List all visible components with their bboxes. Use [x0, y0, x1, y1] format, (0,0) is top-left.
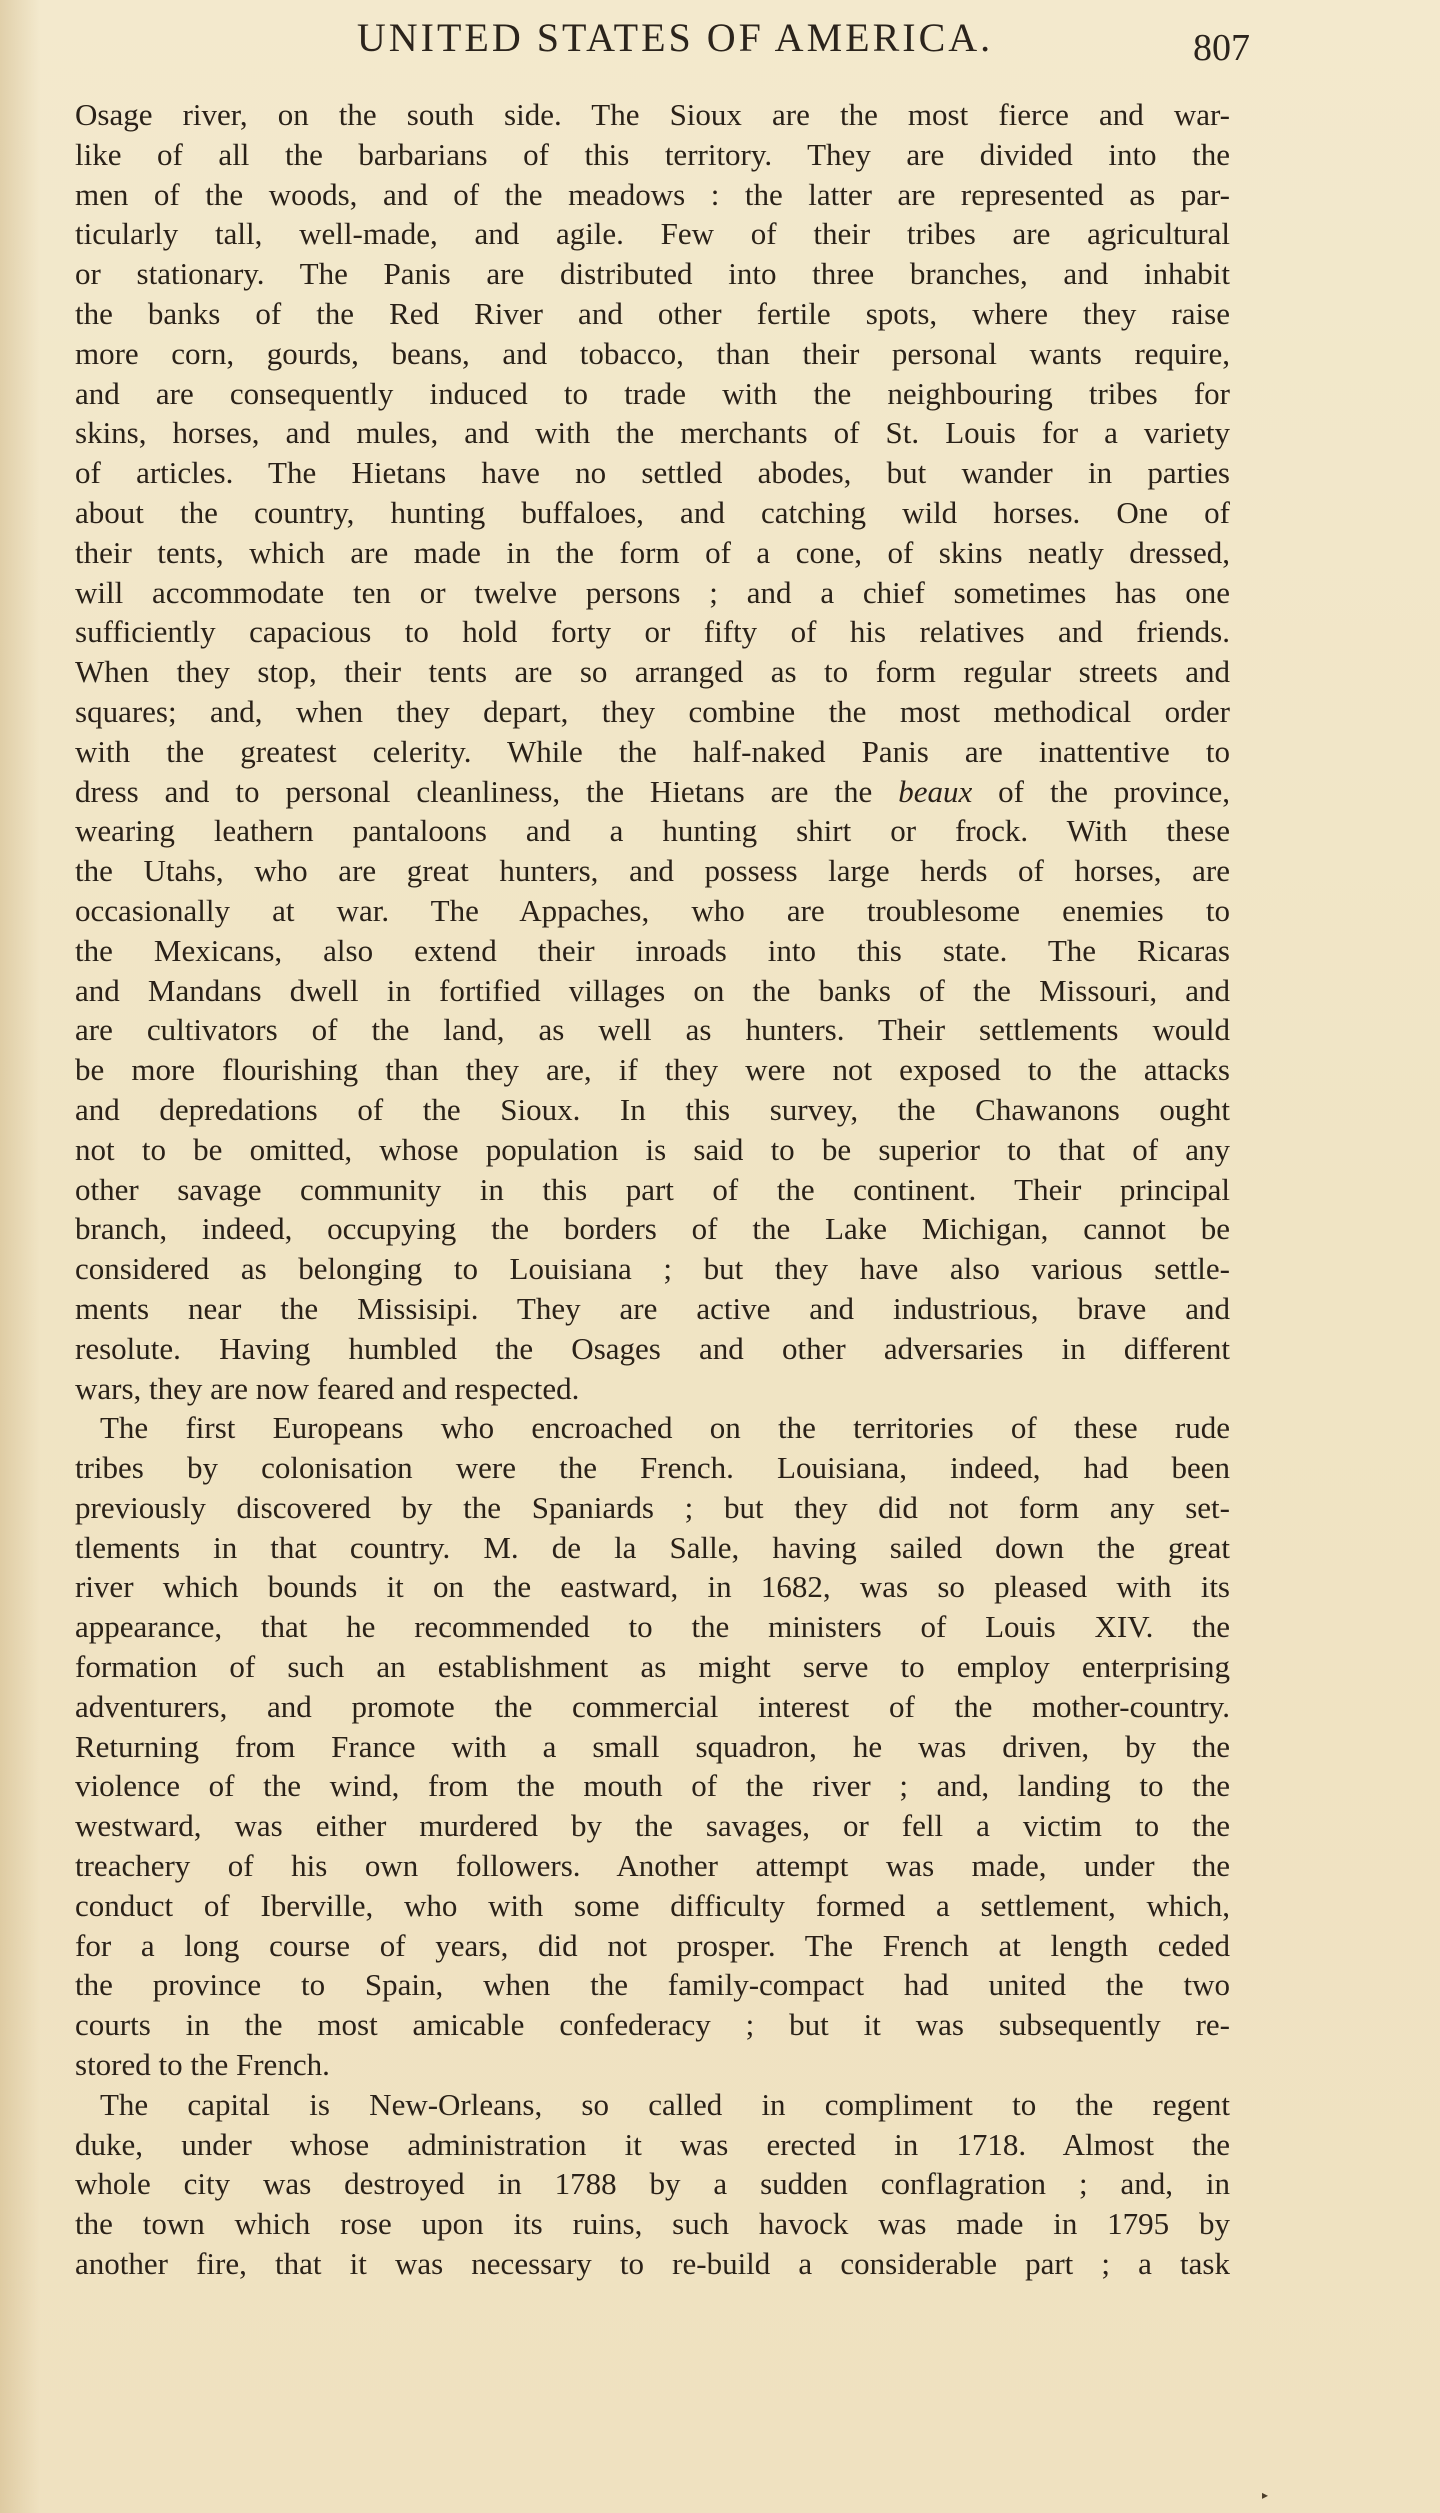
text-line: tlements in that country. M. de la Salle, having sailed down the great — [75, 1529, 1230, 1565]
text-line: will accommodate ten or twelve persons ; and a chief sometimes has one — [75, 574, 1230, 610]
page-header — [0, 14, 1440, 74]
text-line: squares; and, when they depart, they combine the most methodical order — [75, 693, 1230, 729]
text-line: of articles. The Hietans have no settled abodes, but wander in parties — [75, 455, 1230, 491]
text-line: resolute. Having humbled the Osages and other adversaries in different — [75, 1330, 1230, 1366]
text-line: their tents, which are made in the form of a cone, of skins neatly dressed, — [75, 534, 1230, 570]
text-line: or stationary. The Panis are distributed into three branches, and inhabit — [75, 256, 1230, 292]
text-line: ticularly tall, well-made, and agile. Few of their tribes are agricultural — [75, 216, 1230, 252]
text-line: courts in the most amicable confederacy ; but it was subsequently re- — [75, 2007, 1230, 2043]
text-line: the town which rose upon its ruins, such havock was made in 1795 by — [75, 2206, 1230, 2242]
text-line: and Mandans dwell in fortified villages on the banks of the Missouri, and — [75, 972, 1230, 1008]
text-line: previously discovered by the Spaniards ; but they did not form any set- — [75, 1489, 1230, 1525]
text-line: be more flourishing than they are, if they were not exposed to the attacks — [75, 1052, 1230, 1088]
text-line: about the country, hunting buffaloes, and catching wild horses. One of — [75, 494, 1230, 530]
text-line: the province to Spain, when the family-compact had united the two — [75, 1967, 1230, 2003]
margin-mark: ▸ — [1262, 2488, 1269, 2502]
text-line: not to be omitted, whose population is said to be superior to that of any — [75, 1131, 1230, 1167]
text-line: When they stop, their tents are so arranged as to form regular streets and — [75, 654, 1230, 690]
text-line: men of the woods, and of the meadows : the latter are represented as par- — [75, 176, 1230, 212]
text-line: and depredations of the Sioux. In this survey, the Chawanons ought — [75, 1091, 1230, 1127]
text-line: wearing leathern pantaloons and a hunting shirt or frock. With these — [75, 813, 1230, 849]
text-line: treachery of his own followers. Another attempt was made, under the — [75, 1848, 1230, 1884]
text-line: occasionally at war. The Appaches, who are troublesome enemies to — [75, 892, 1230, 928]
text-line: violence of the wind, from the mouth of the river ; and, landing to the — [75, 1768, 1230, 1804]
text-line: Osage river, on the south side. The Sioux are the most fierce and war- — [75, 97, 1230, 132]
text-line: formation of such an establishment as might serve to employ enterprising — [75, 1649, 1230, 1685]
body-text — [75, 95, 1230, 2284]
text-line: another fire, that it was necessary to re-build a considerable part ; a task — [75, 2246, 1230, 2282]
text-line: skins, horses, and mules, and with the merchants of St. Louis for a variety — [75, 415, 1230, 451]
text-line: considered as belonging to Louisiana ; but they have also various settle- — [75, 1251, 1230, 1287]
text-line: whole city was destroyed in 1788 by a sudden conflagration ; and, in — [75, 2166, 1230, 2202]
text-line: sufficiently capacious to hold forty or fifty of his relatives and friends. — [75, 614, 1230, 650]
text-line: dress and to personal cleanliness, the Hietans are the beaux of the province, — [75, 773, 1230, 809]
text-line: conduct of Iberville, who with some difficulty formed a settlement, which, — [75, 1887, 1230, 1923]
text-line: and are consequently induced to trade with the neighbouring tribes for — [75, 375, 1230, 411]
text-line: stored to the French. — [75, 2047, 330, 2083]
text-line: tribes by colonisation were the French. Louisiana, indeed, had been — [75, 1450, 1230, 1486]
text-line: adventurers, and promote the commercial interest of the mother-country. — [75, 1688, 1230, 1724]
text-line: wars, they are now feared and respected. — [75, 1370, 580, 1406]
text-line: appearance, that he recommended to the ministers of Louis XIV. the — [75, 1609, 1230, 1645]
text-line: Returning from France with a small squadron, he was driven, by the — [75, 1728, 1230, 1764]
text-line: like of all the barbarians of this territory. They are divided into the — [75, 136, 1230, 172]
page-number: 807 — [1193, 27, 1250, 69]
text-line: ments near the Missisipi. They are active and industrious, brave and — [75, 1290, 1230, 1326]
running-title: UNITED STATES OF AMERICA. — [356, 15, 994, 60]
text-line: for a long course of years, did not prosper. The French at length ceded — [75, 1927, 1230, 1963]
text-line: westward, was either murdered by the savages, or fell a victim to the — [75, 1808, 1230, 1844]
text-line: the Mexicans, also extend their inroads into this state. The Ricaras — [75, 932, 1230, 968]
text-line: more corn, gourds, beans, and tobacco, than their personal wants require, — [75, 335, 1230, 371]
text-line: river which bounds it on the eastward, in 1682, was so pleased with its — [75, 1569, 1230, 1605]
text-line: branch, indeed, occupying the borders of the Lake Michigan, cannot be — [75, 1211, 1230, 1247]
text-line: The first Europeans who encroached on the territories of these rude — [100, 1410, 1230, 1446]
text-line: duke, under whose administration it was erected in 1718. Almost the — [75, 2126, 1230, 2162]
text-line: are cultivators of the land, as well as hunters. Their settlements would — [75, 1012, 1230, 1048]
text-line: the Utahs, who are great hunters, and possess large herds of horses, are — [75, 853, 1230, 889]
text-line: The capital is New-Orleans, so called in compliment to the regent — [100, 2086, 1230, 2122]
text-line: the banks of the Red River and other fertile spots, where they raise — [75, 295, 1230, 331]
text-line: with the greatest celerity. While the half-naked Panis are inattentive to — [75, 733, 1230, 769]
text-line: other savage community in this part of the continent. Their principal — [75, 1171, 1230, 1207]
